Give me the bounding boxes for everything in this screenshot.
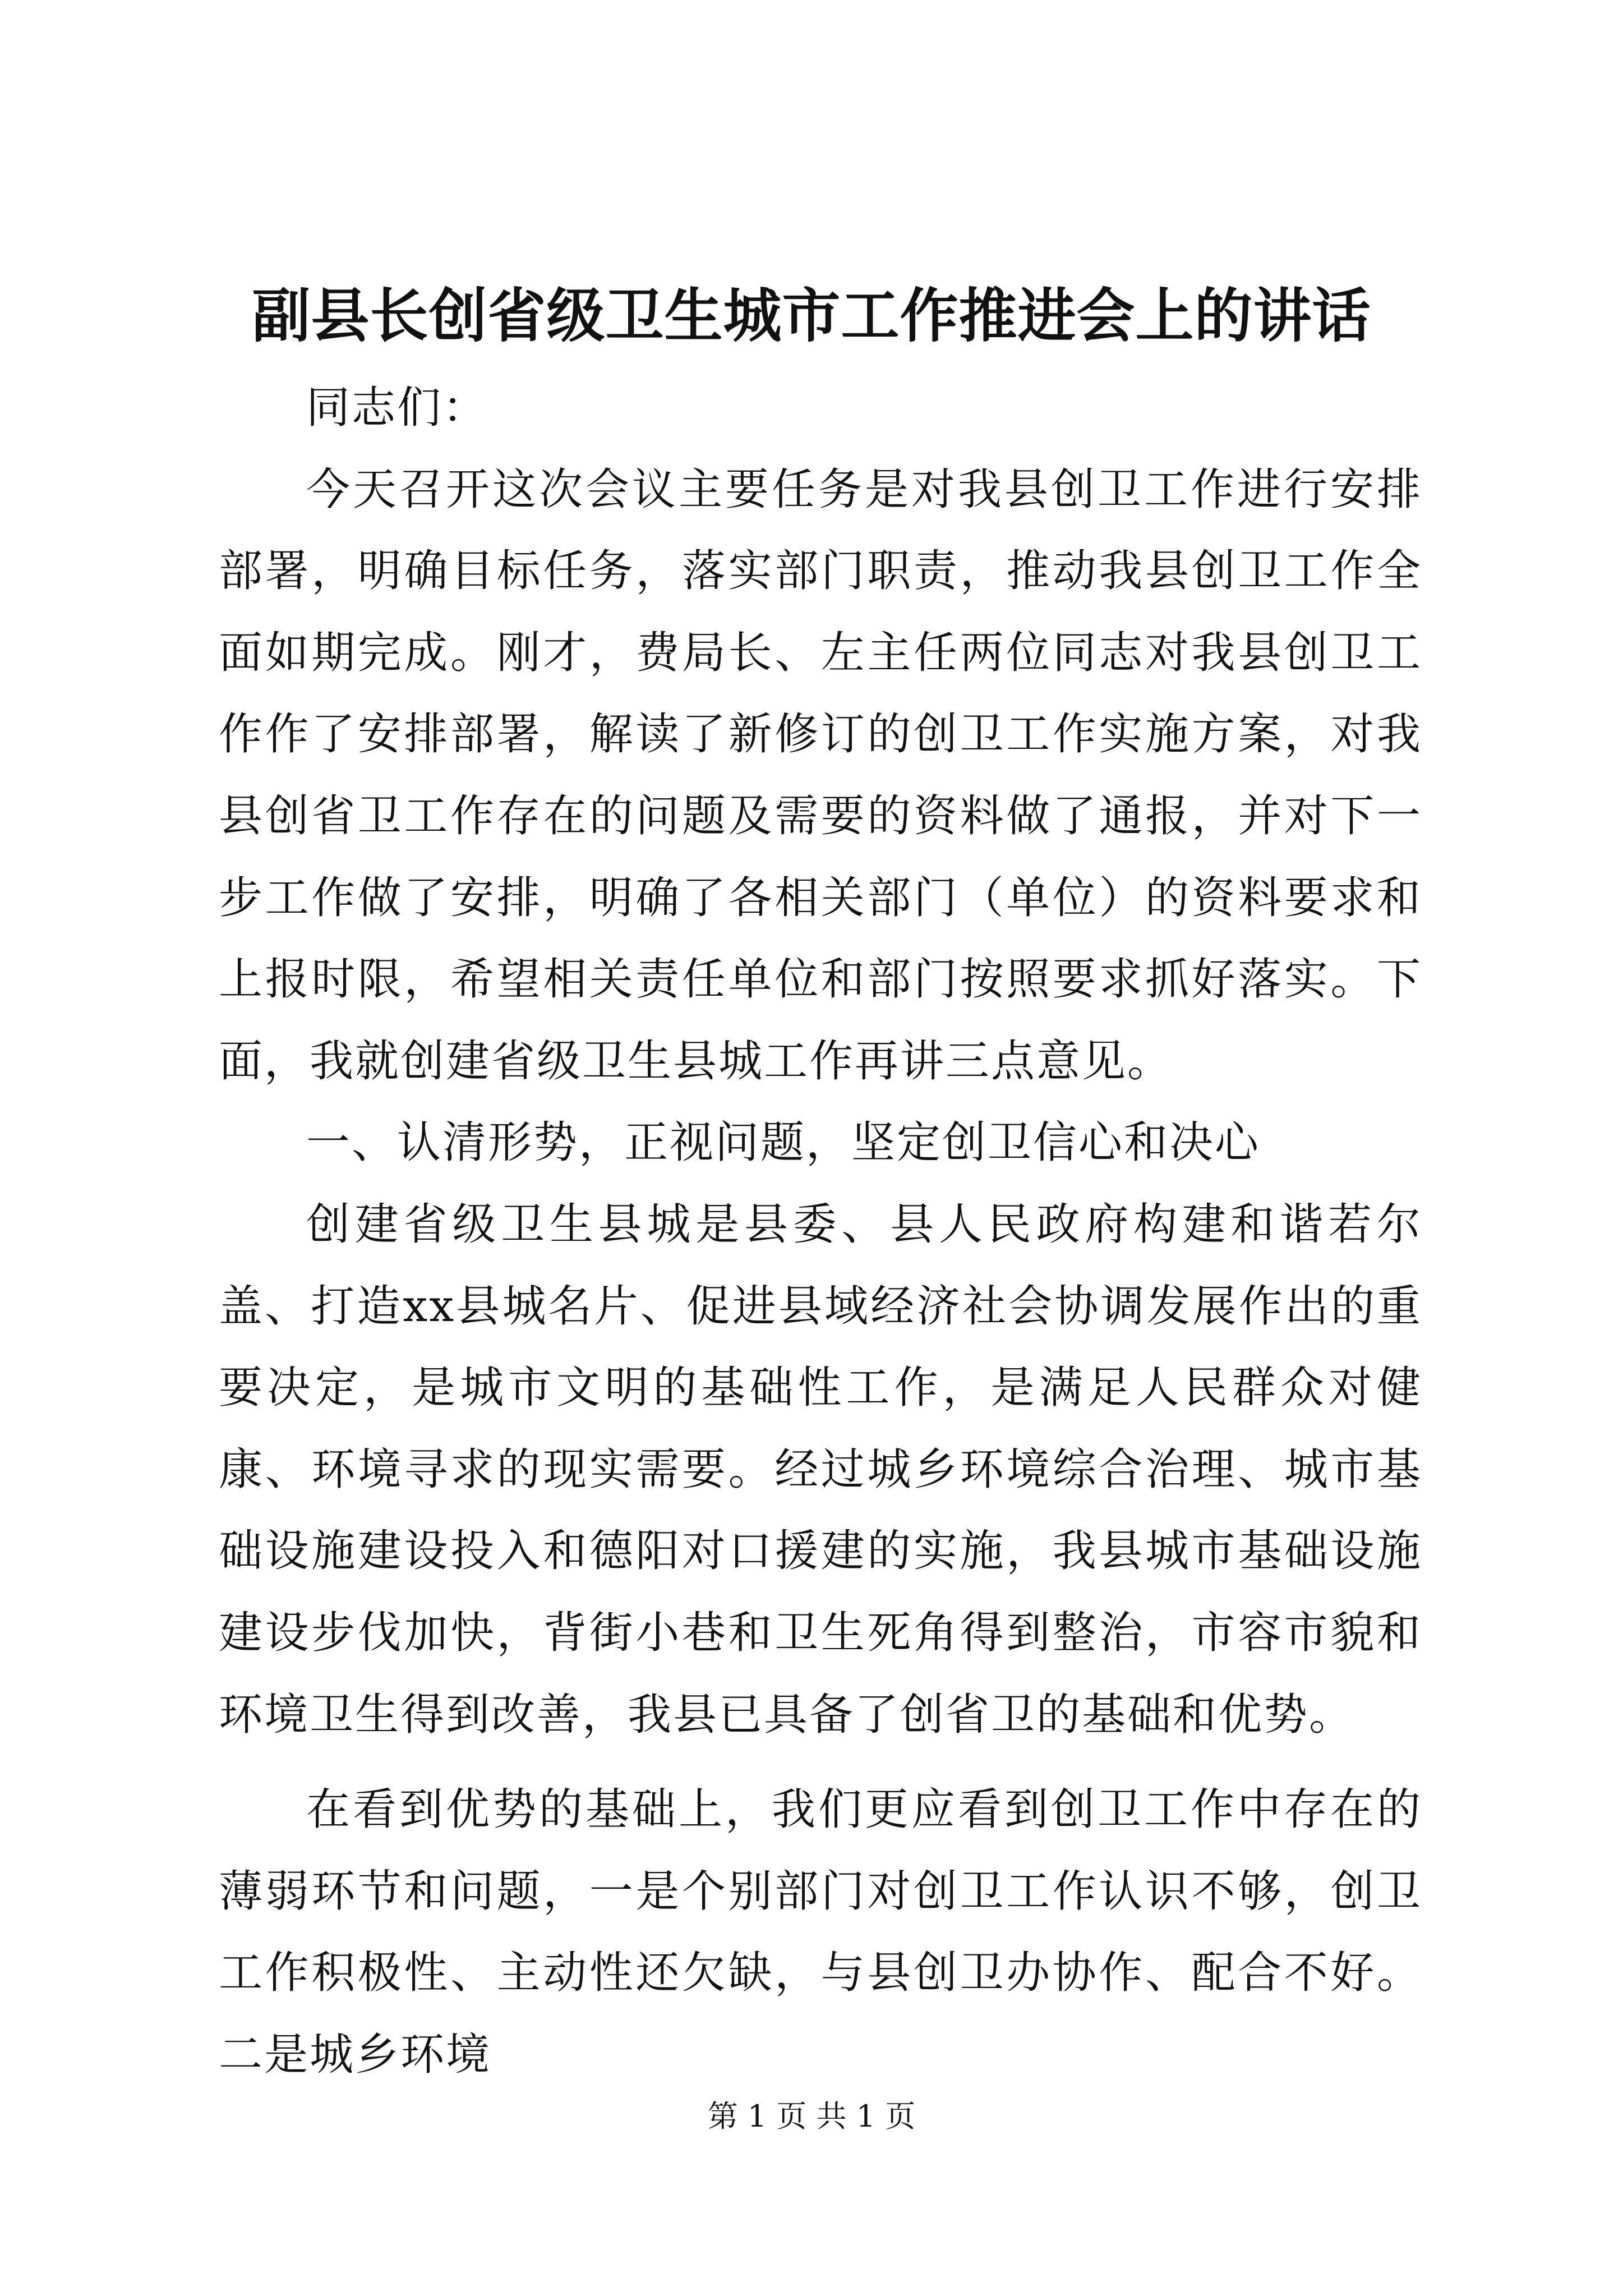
document-body	[219, 367, 1422, 2096]
salutation-paragraph: 同志们：	[306, 383, 488, 433]
intro-paragraph: 今天召开这次会议主要任务是对我县创卫工作进行安排部署，明确目标任务，落实部门职责，推动我县创卫工作全面如期完成。刚才，费局长、左主任两位同志对我县创卫工作作了安排部署，解读了新修订的创卫工作实施方案，对我县创省卫工作存在的问题及需要的资料做了通报，并对下一步工作做了安排，明确了各相关部门（单位）的资料要求和上报时限，希望相关责任单位和部门按照要求抓好落实。下面，我就创建省级卫生县城工作再讲三点意见。	[219, 464, 1422, 1087]
page-footer: 第 1 页 共 1 页	[707, 2099, 916, 2134]
body-paragraph: 在看到优势的基础上，我们更应看到创卫工作中存在的薄弱环节和问题，一是个别部门对创卫工作认识不够，创卫工作积极性、主动性还欠缺，与县创卫办协作、配合不好。二是城乡环境	[219, 1784, 1422, 2080]
section-heading: 一、认清形势，正视问题，坚定创卫信心和决心	[306, 1117, 1261, 1168]
document-title: 副县长创省级卫生城市工作推进会上的讲话	[252, 281, 1371, 350]
body-paragraph: 创建省级卫生县城是县委、县人民政府构建和谐若尔盖、打造xx县城名片、促进县域经济社会协调发展作出的重要决定，是城市文明的基础性工作，是满足人民群众对健康、环境寻求的现实需要。经过城乡环境综合治理、城市基础设施建设投入和德阳对口援建的实施，我县城市基础设施建设步伐加快，背街小巷和卫生死角得到整治，市容市貌和环境卫生得到改善，我县已具备了创省卫的基础和优势。	[219, 1199, 1422, 1740]
